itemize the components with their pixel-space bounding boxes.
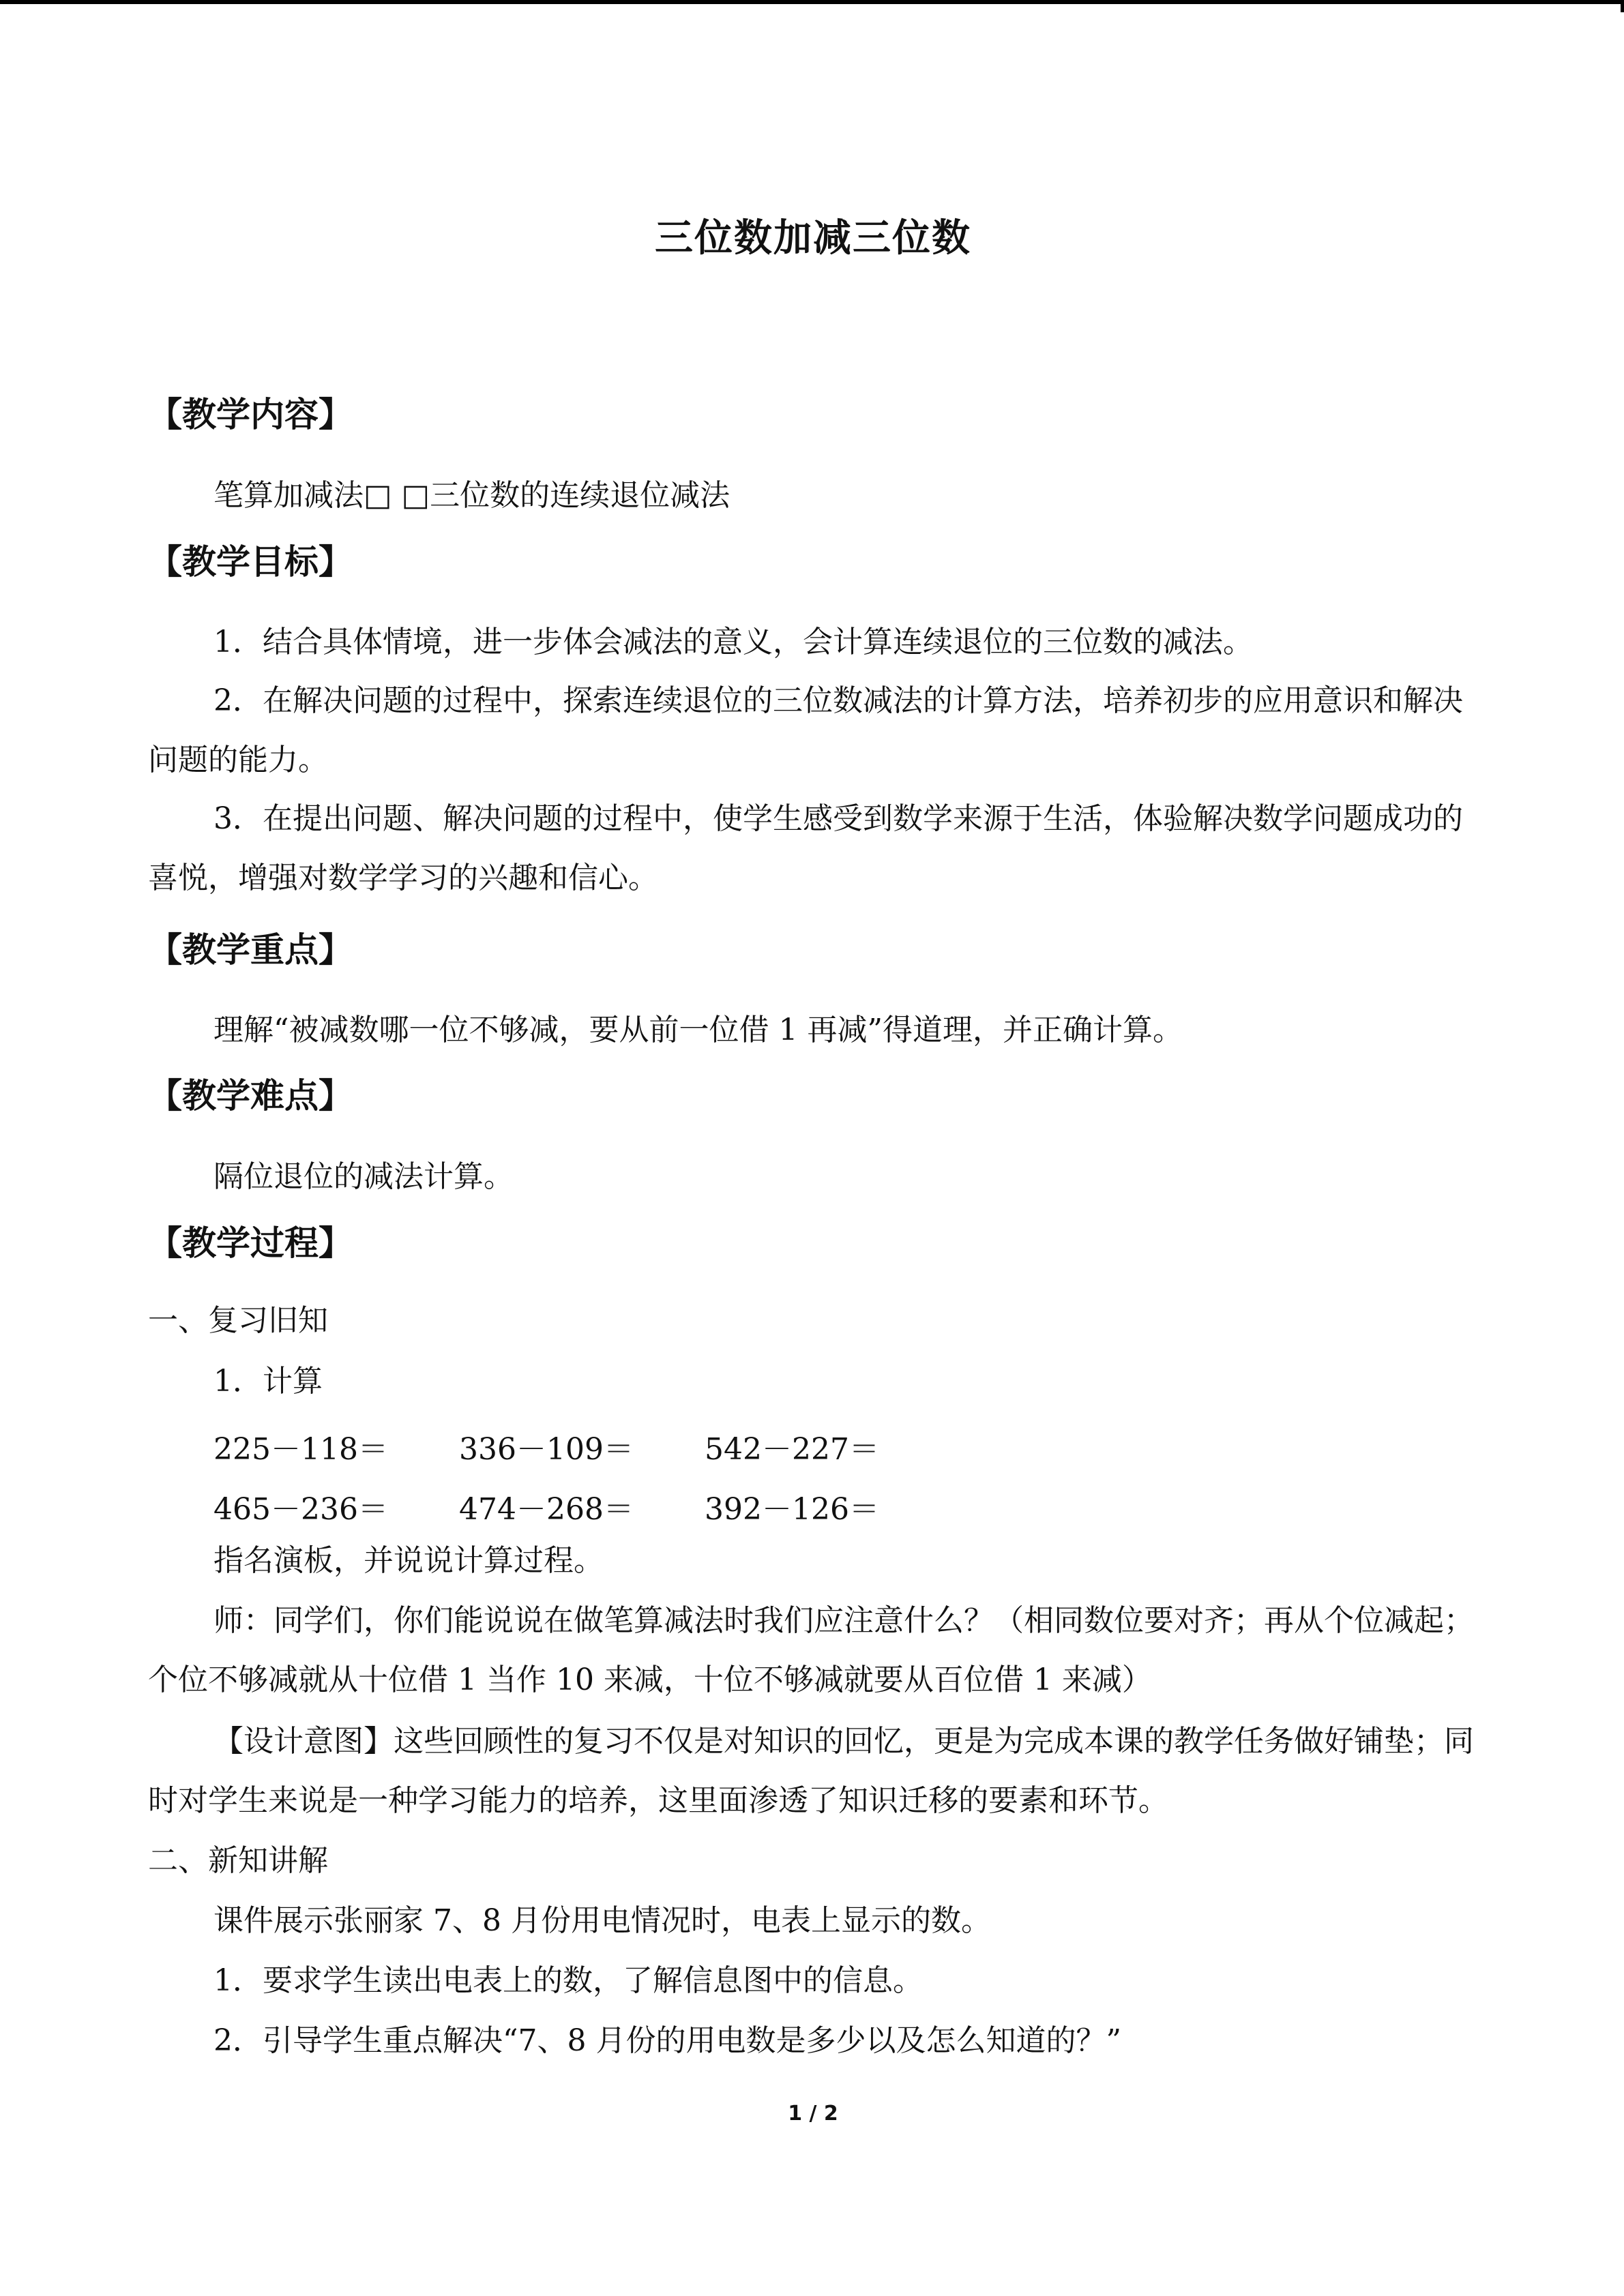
part2-step1: 1．要求学生读出电表上的数，了解信息图中的信息。 <box>213 1963 923 1998</box>
calc-item: 474－268＝ <box>459 1492 634 1527</box>
part1-title: 一、复习旧知 <box>148 1303 328 1338</box>
goal-item-2: 2．在解决问题的过程中，探索连续退位的三位数减法的计算方法，培养初步的应用意识和解决问题的能力。 <box>148 683 1463 777</box>
heading-teaching-process: 【教学过程】 <box>148 1223 353 1263</box>
heading-key-points: 【教学重点】 <box>148 929 353 970</box>
heading-teaching-content: 【教学内容】 <box>148 394 353 434</box>
right-border-tick <box>1621 0 1624 12</box>
calc-item: 336－109＝ <box>459 1432 634 1467</box>
calc-item: 225－118＝ <box>213 1432 388 1467</box>
page-number: 1 / 2 <box>788 2102 838 2126</box>
teaching-content-text: 笔算加减法□ □三位数的连续退位减法 <box>213 478 730 513</box>
part1-sub1: 1．计算 <box>213 1364 323 1399</box>
calc-item: 542－227＝ <box>705 1432 879 1467</box>
calc-item: 392－126＝ <box>705 1492 879 1527</box>
difficulties-text: 隔位退位的减法计算。 <box>213 1159 514 1194</box>
heading-teaching-goals: 【教学目标】 <box>148 541 353 582</box>
document-title: 三位数加减三位数 <box>655 215 971 260</box>
part1-teacher-question: 师：同学们，你们能说说在做笔算减法时我们应注意什么？（相同数位要对齐；再从个位减起；个位不够减就从十位借 1 当作 10 来减，十位不够减就要从百位借 1 来减） <box>148 1603 1474 1697</box>
key-points-text: 理解“被减数哪一位不够减，要从前一位借 1 再减”得道理，并正确计算。 <box>213 1013 1183 1047</box>
heading-difficulties: 【教学难点】 <box>148 1075 353 1116</box>
goal-item-1: 1．结合具体情境，进一步体会减法的意义，会计算连续退位的三位数的减法。 <box>213 625 1253 659</box>
document-page <box>148 0 1478 2296</box>
part2-step2: 2．引导学生重点解决“7、8 月份的用电数是多少以及怎么知道的？” <box>213 2023 1121 2058</box>
part2-intro: 课件展示张丽家 7、8 月份用电情况时，电表上显示的数。 <box>213 1903 991 1938</box>
goal-item-3: 3．在提出问题、解决问题的过程中，使学生感受到数学来源于生活，体验解决数学问题成功的喜悦，增强对数学学习的兴趣和信心。 <box>148 801 1463 895</box>
calc-item: 465－236＝ <box>213 1492 388 1527</box>
part2-title: 二、新知讲解 <box>148 1843 328 1878</box>
part1-instruction: 指名演板，并说说计算过程。 <box>213 1543 604 1578</box>
part1-design-intent: 【设计意图】这些回顾性的复习不仅是对知识的回忆，更是为完成本课的教学任务做好铺垫；同时对学生来说是一种学习能力的培养，这里面渗透了知识迁移的要素和环节。 <box>148 1724 1474 1818</box>
